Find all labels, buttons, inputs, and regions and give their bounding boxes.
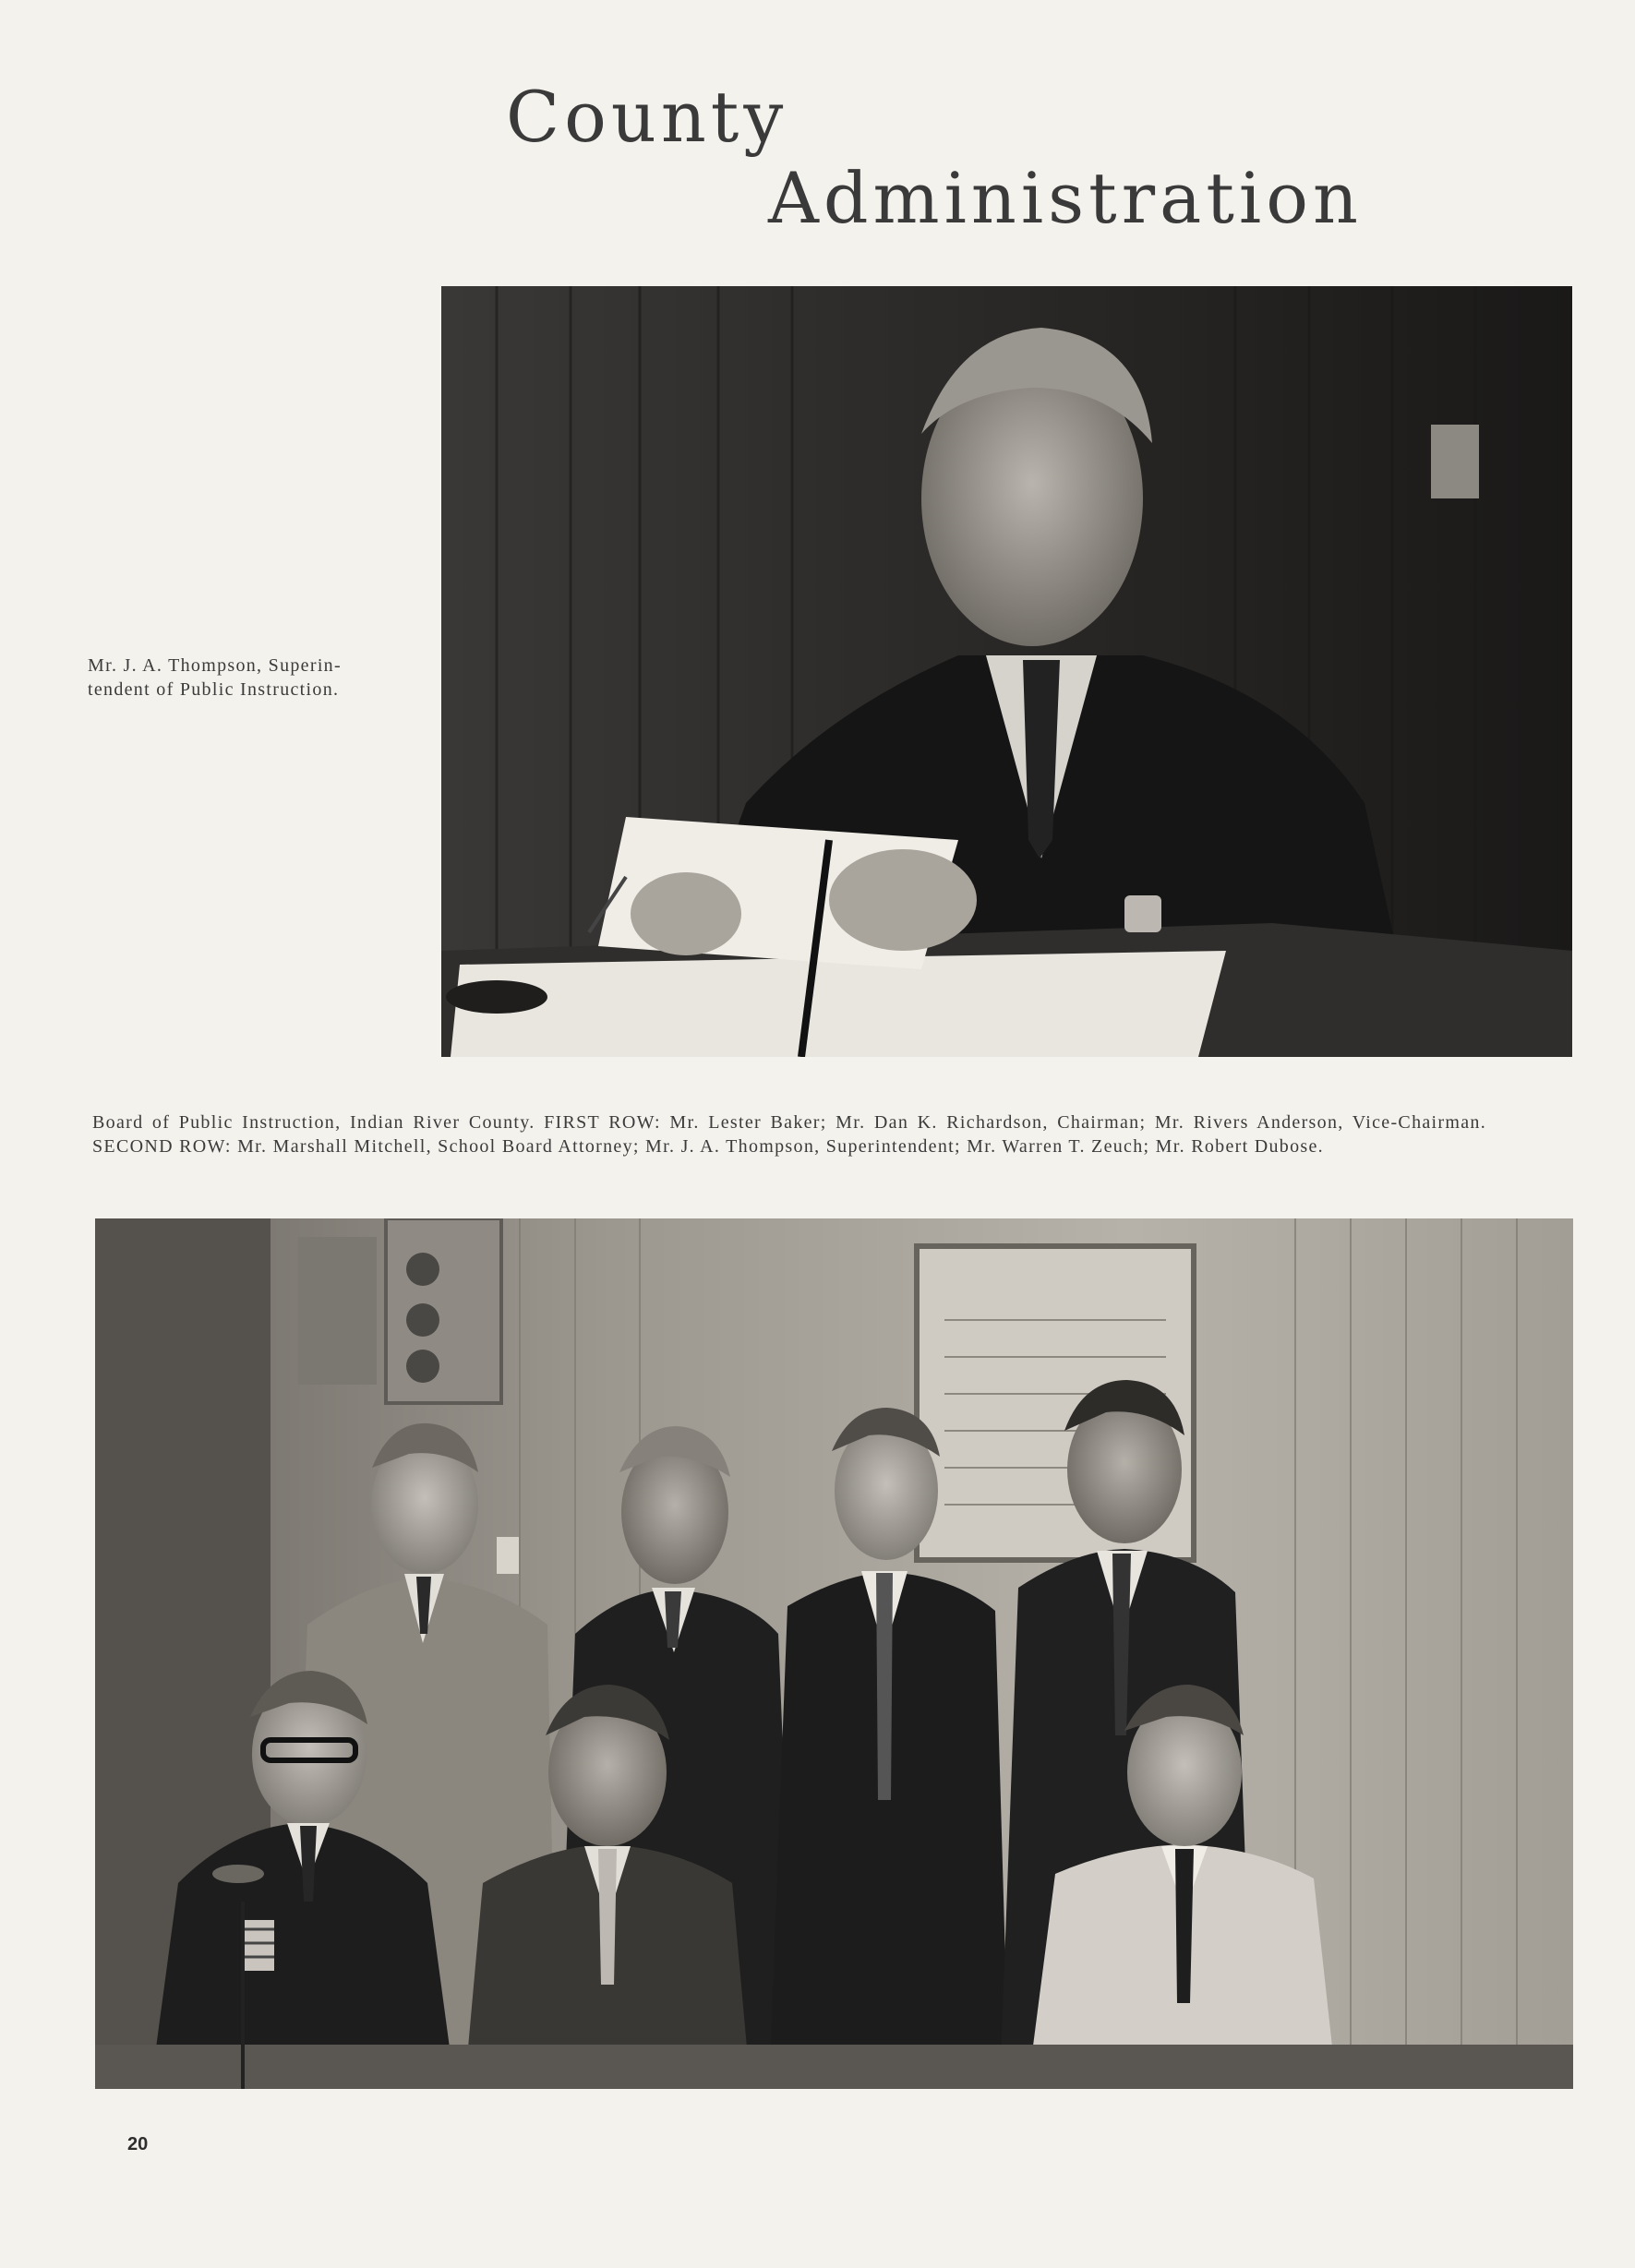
board-caption: Board of Public Instruction, Indian River County. FIRST ROW: Mr. Lester Baker; Mr. Dan K. Richardson, Chairman; Mr. Rivers Anderson, Vice-Chairman. SECOND ROW: Mr. Marshall Mitchell, School Board Attorney; Mr. J. A. Thompson, Superintendent; Mr. Warren T. Zeuch; Mr. Robert Dubose. — [92, 1112, 1486, 1157]
board-photo — [95, 1218, 1573, 2089]
page-number: 20 — [127, 2134, 149, 2154]
superintendent-caption-line-2: tendent of Public Instruction. — [88, 679, 340, 700]
board-photo-image — [95, 1218, 1573, 2089]
superintendent-photo-image — [441, 286, 1572, 1057]
page-title-line-2: Administration — [768, 157, 1363, 239]
superintendent-caption — [88, 654, 420, 702]
page-title-line-1: County — [506, 76, 788, 158]
superintendent-photo — [441, 286, 1572, 1057]
superintendent-caption-line-1: Mr. J. A. Thompson, Superin- — [88, 655, 342, 676]
